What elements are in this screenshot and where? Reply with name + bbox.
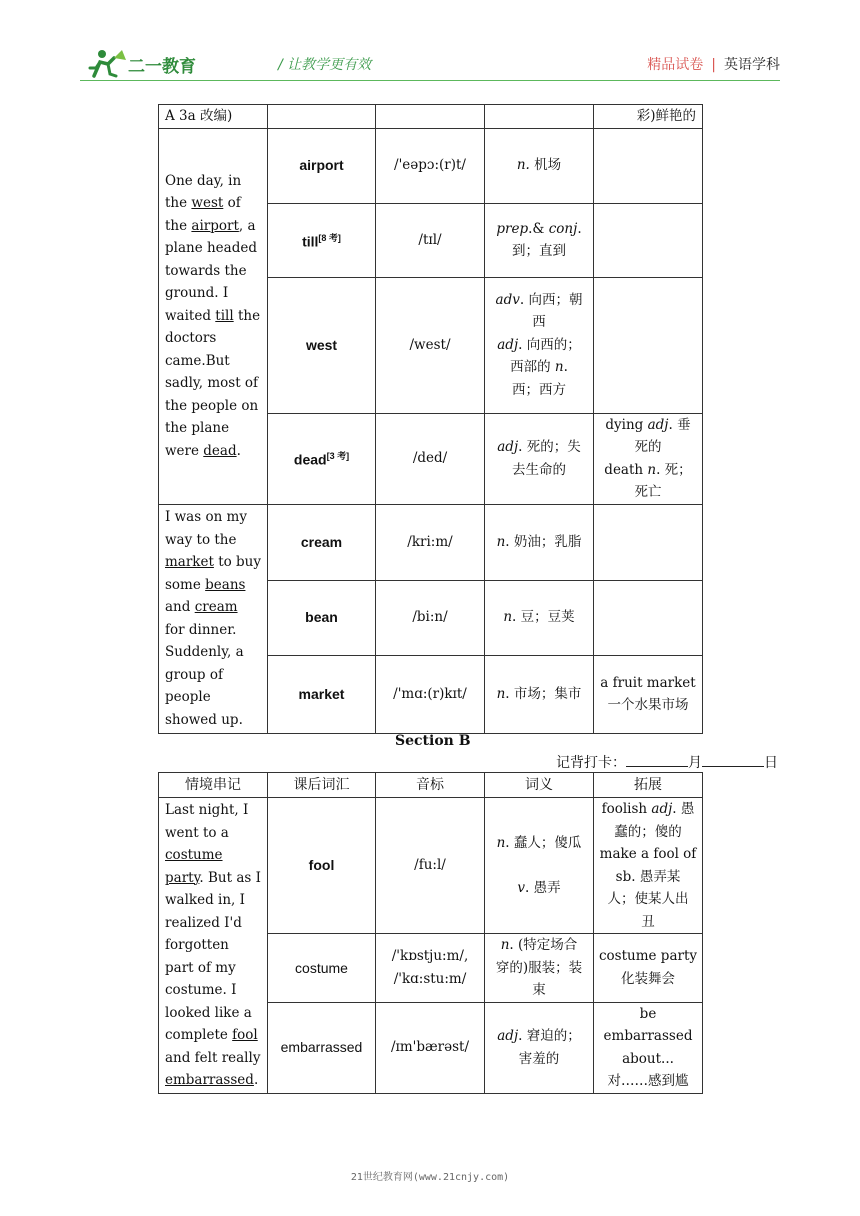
table-row <box>159 128 703 203</box>
day-blank[interactable] <box>702 753 764 767</box>
header-word: 课后词汇 <box>268 773 376 798</box>
header-context: 情境串记 <box>159 773 268 798</box>
extension-cell: costume party 化装舞会 <box>594 934 703 1003</box>
header-phonetic: 音标 <box>376 773 485 798</box>
word-cell: costume <box>268 934 376 1003</box>
table-row <box>159 798 703 934</box>
table-header-row <box>159 773 703 798</box>
context-text: I was on my way to the market to buy some beans and cream for dinner. Suddenly, a group of people showed up. <box>165 509 262 728</box>
context-cell <box>159 798 268 1094</box>
phonetic-cell: /west/ <box>376 277 485 413</box>
phonetic-cell: /ɪm'bærəst/ <box>376 1002 485 1093</box>
extension-cell <box>594 580 703 655</box>
meaning-cell <box>485 105 594 129</box>
context-text: One day, in the west of the airport, a plane headed towards the ground. I waited till the doctors came.But sadly, most of the people on the plane were dead. <box>165 172 261 459</box>
meaning-cell: adj. 死的；失 去生命的 <box>485 413 594 504</box>
extension-cell <box>594 203 703 277</box>
context-cell: A 3a 改编) <box>159 105 268 129</box>
word-cell <box>268 105 376 129</box>
logo-icon <box>86 46 196 82</box>
table-row <box>159 504 703 580</box>
checkin-label: 记背打卡： <box>556 755 626 771</box>
word-cell: embarrassed <box>268 1002 376 1093</box>
word-cell: cream <box>268 504 376 580</box>
header-right <box>647 54 780 74</box>
header-extension: 拓展 <box>594 773 703 798</box>
meaning-cell: n. 豆；豆荚 <box>485 580 594 655</box>
header-subject: 英语学科 <box>724 57 780 73</box>
vocab-table-section-a <box>158 104 703 734</box>
month-label: 月 <box>688 755 702 771</box>
header-slogan: / 让教学更有效 <box>278 57 372 73</box>
header-rule <box>80 80 780 81</box>
word-cell <box>268 413 376 504</box>
word-cell: bean <box>268 580 376 655</box>
exam-count: [3 考] <box>326 451 350 462</box>
extension-cell: foolish adj. 愚 蠢的；傻的 make a fool of sb. 愚弄某 人；使某人出 丑 <box>594 798 703 934</box>
word-text: dead <box>293 452 327 469</box>
phonetic-cell: /kri:m/ <box>376 504 485 580</box>
phonetic-cell <box>376 105 485 129</box>
header-meaning: 词义 <box>485 773 594 798</box>
page-footer: 21世纪教育网(www.21cnjy.com) <box>350 1172 510 1183</box>
context-text: Last night, I went to a costume party. But as I walked in, I realized I'd forgotten part of my costume. I looked like a complete fool and felt really embarrassed. <box>165 802 261 1088</box>
phonetic-cell: /'kɒstju:m/, /'kɑ:stu:m/ <box>376 934 485 1003</box>
meaning-cell: n. 市场；集市 <box>485 655 594 733</box>
extension-cell <box>594 504 703 580</box>
table-row <box>159 105 703 129</box>
svg-text:二一教育: 二一教育 <box>128 57 196 77</box>
phonetic-cell: /ded/ <box>376 413 485 504</box>
page-header <box>80 40 780 84</box>
section-b-title: Section B <box>395 733 471 749</box>
extension-cell: be embarrassed about... 对……感到尴 <box>594 1002 703 1093</box>
exam-count: [8 考] <box>318 232 341 243</box>
phonetic-cell: /'eəpɔ:(r)t/ <box>376 128 485 203</box>
word-cell: airport <box>268 128 376 203</box>
word-cell: west <box>268 277 376 413</box>
word-text: till <box>302 233 319 250</box>
day-label: 日 <box>764 755 778 771</box>
extension-cell: dying adj. 垂 死的 death n. 死； 死亡 <box>594 413 703 504</box>
word-cell: market <box>268 655 376 733</box>
phonetic-cell: /tɪl/ <box>376 203 485 277</box>
extension-cell: a fruit market 一个水果市场 <box>594 655 703 733</box>
meaning-cell: adv. 向西；朝 西 adj. 向西的； 西部的 n. 西；西方 <box>485 277 594 413</box>
meaning-cell: n. 蠢人；傻瓜 v. 愚弄 <box>485 798 594 934</box>
phonetic-cell: /bi:n/ <box>376 580 485 655</box>
phonetic-cell: /fu:l/ <box>376 798 485 934</box>
word-cell: fool <box>268 798 376 934</box>
meaning-cell: adj. 窘迫的； 害羞的 <box>485 1002 594 1093</box>
checkin-line <box>556 752 778 772</box>
extension-cell <box>594 277 703 413</box>
meaning-cell: n. (特定场合 穿的)服装；装 束 <box>485 934 594 1003</box>
context-cell <box>159 504 268 733</box>
month-blank[interactable] <box>626 753 688 767</box>
extension-cell <box>594 128 703 203</box>
header-separator: | <box>711 57 716 73</box>
vocab-table-section-b <box>158 772 703 1094</box>
meaning-cell: n. 奶油；乳脂 <box>485 504 594 580</box>
meaning-cell: n. 机场 <box>485 128 594 203</box>
context-cell <box>159 128 268 504</box>
extension-cell: 彩)鲜艳的 <box>594 105 703 129</box>
phonetic-cell: /'mɑ:(r)kɪt/ <box>376 655 485 733</box>
header-brand: 精品试卷 <box>647 57 704 73</box>
meaning-cell: prep.& conj. 到；直到 <box>485 203 594 277</box>
word-cell <box>268 203 376 277</box>
